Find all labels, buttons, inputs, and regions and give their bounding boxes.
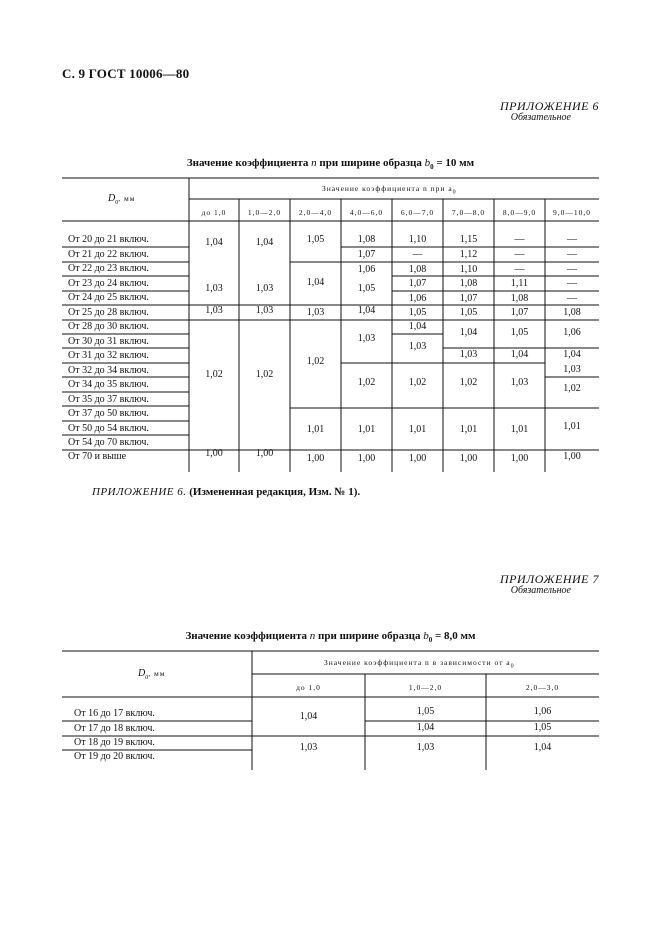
table-1-col-header: 2,0—4,0 [298, 208, 333, 217]
table-1-cell: 1,03 [205, 305, 223, 316]
table-2-col-header: 2,0—3,0 [525, 683, 560, 692]
table-2-col-header: до 1,0 [296, 683, 321, 692]
table-1-cell: 1,01 [306, 424, 325, 435]
table-1-cell: 1,04 [459, 327, 478, 338]
table-1-cell: 1,15 [459, 234, 478, 245]
table-2-cell: 1,04 [533, 742, 552, 753]
table-1-row-label: От 25 до 28 включ. [68, 307, 149, 318]
table-1-cell: 1,02 [459, 377, 478, 388]
table-1-cell: — [567, 278, 577, 289]
table-1-cell: 1,00 [205, 448, 223, 459]
table-1-cell: 1,04 [357, 305, 376, 316]
table-1-cell: 1,08 [510, 293, 529, 304]
table-1-row-label: От 28 до 30 включ. [68, 321, 149, 332]
table-1-cell: 1,03 [563, 364, 581, 375]
table-1-cell: 1,02 [563, 383, 581, 394]
table-1-col-header: до 1,0 [201, 208, 227, 217]
table-1-col-header: 4,0—6,0 [349, 208, 384, 217]
table-1-cell: 1,00 [459, 453, 478, 464]
table-1-row-label: От 50 до 54 включ. [68, 423, 149, 434]
table-1-cell: 1,03 [306, 307, 325, 318]
table-1-cell: 1,06 [408, 293, 427, 304]
table-1-cell: 1,06 [563, 327, 581, 338]
table-1-row-label: От 37 до 50 включ. [68, 408, 149, 419]
table-1-title: Значение коэффициента n при ширине образца $b_0 = 10$ мм [186, 157, 475, 172]
table-1-cell: 1,03 [255, 283, 274, 294]
table-1-cell: 1,00 [563, 451, 581, 462]
table-1-cell: 1,03 [357, 333, 376, 344]
table-1-col-header: 9,0—10,0 [553, 208, 591, 217]
table-1-cell: 1,00 [408, 453, 427, 464]
table-2-cell: 1,04 [416, 722, 435, 733]
table-2-group-header: Значение коэффициента n в зависимости от $a_0$ [324, 658, 515, 670]
table-1-d0-header: $D_0$, мм [108, 193, 136, 206]
table-1-cell: 1,03 [459, 349, 478, 360]
table-2-cell: 1,03 [299, 742, 318, 753]
table-1-cell: 1,04 [306, 277, 325, 288]
table-1-cell: 1,00 [306, 453, 325, 464]
table-1-row-label: От 34 до 35 включ. [68, 379, 149, 390]
table-1-cell: — [567, 293, 577, 304]
table-1-cell: 1,01 [408, 424, 427, 435]
table-1-cell: 1,08 [408, 264, 427, 275]
table-1-cell: 1,07 [408, 278, 427, 289]
table-1-col-header: 7,0—8,0 [451, 208, 486, 217]
table-1-cell: — [567, 249, 577, 260]
table-1-cell: 1,07 [459, 293, 478, 304]
appendix-7-label: ПРИЛОЖЕНИЕ 7 [500, 572, 599, 586]
table-1-row-label: От 32 до 34 включ. [68, 365, 149, 376]
table-1-cell: 1,04 [205, 237, 223, 248]
table-1-cell: — [514, 249, 525, 260]
table-1-row-label: От 20 до 21 включ. [68, 234, 149, 245]
table-2-col-header: 1,0—2,0 [408, 683, 443, 692]
table-1-cell: 1,01 [357, 424, 376, 435]
table-1-col-header: 6,0—7,0 [400, 208, 435, 217]
table-1-cell: 1,02 [255, 369, 274, 380]
table-2-cell: 1,03 [416, 742, 435, 753]
table-1-cell: 1,10 [408, 234, 427, 245]
table-2-cell: 1,06 [533, 706, 552, 717]
table-1-cell: 1,00 [510, 453, 529, 464]
table-1-cell: 1,04 [510, 349, 529, 360]
table-2-row-label: От 16 до 17 включ. [74, 708, 155, 719]
table-1-row-label: От 23 до 24 включ. [68, 278, 149, 289]
table-1-col-header: 1,0—2,0 [247, 208, 282, 217]
appendix-6-status: Обязательное [510, 112, 571, 123]
table-1-cell: 1,05 [306, 234, 325, 245]
table-1-cell: 1,02 [205, 369, 223, 380]
table-1-row-label: От 30 до 31 включ. [68, 336, 149, 347]
table-1-cell: 1,00 [255, 448, 274, 459]
amendment-note: ПРИЛОЖЕНИЕ 6. (Измененная редакция, Изм. № 1). [92, 486, 361, 498]
appendix-6-label: ПРИЛОЖЕНИЕ 6 [500, 99, 599, 113]
table-1-cell: 1,04 [255, 237, 274, 248]
table-1-cell: 1,03 [255, 305, 274, 316]
table-1-cell: 1,03 [510, 377, 529, 388]
table-1-cell: 1,01 [563, 421, 581, 432]
table-1-cell: 1,02 [357, 377, 376, 388]
table-1-cell: 1,03 [408, 341, 427, 352]
table-1-row-label: От 70 и выше [68, 451, 127, 462]
table-1-cell: 1,01 [459, 424, 478, 435]
table-1-cell: 1,05 [510, 327, 529, 338]
table-1-cell: 1,08 [357, 234, 376, 245]
table-1-cell: — [514, 234, 525, 245]
table-1-row-label: От 24 до 25 включ. [68, 292, 149, 303]
table-2-row-label: От 17 до 18 включ. [74, 723, 155, 734]
table-1-row-label: От 21 до 22 включ. [68, 249, 149, 260]
table-1-col-header: 8,0—9,0 [502, 208, 537, 217]
table-1-cell: 1,06 [357, 264, 376, 275]
table-1-cell: 1,03 [205, 283, 223, 294]
appendix-7-status: Обязательное [510, 585, 571, 596]
table-2-title: Значение коэффициента n при ширине образца $b_0 = 8,0$ мм [185, 630, 476, 645]
table-1-cell: — [412, 249, 423, 260]
table-1-cell: — [514, 264, 525, 275]
table-1-cell: 1,08 [459, 278, 478, 289]
table-1-cell: 1,01 [510, 424, 529, 435]
table-2-d0-header: $D_0$, мм [138, 668, 166, 681]
table-1-cell: 1,02 [306, 356, 325, 367]
table-1-cell: 1,04 [408, 321, 427, 332]
table-1-cell: 1,00 [357, 453, 376, 464]
table-1-row-label: От 54 до 70 включ. [68, 437, 149, 448]
table-1-cell: — [567, 234, 577, 245]
table-1-cell: 1,07 [510, 307, 529, 318]
table-2-cell: 1,04 [299, 711, 318, 722]
table-1-cell: 1,05 [408, 307, 427, 318]
table-2-row-label: От 18 до 19 включ. [74, 737, 155, 748]
table-2-row-label: От 19 до 20 включ. [74, 751, 155, 762]
table-1-row-label: От 22 до 23 включ. [68, 263, 149, 274]
table-1-cell: 1,12 [459, 249, 478, 260]
table-1-cell: 1,11 [510, 278, 529, 289]
table-1-cell: 1,02 [408, 377, 427, 388]
table-1-row-label: От 35 до 37 включ. [68, 394, 149, 405]
table-2-cell: 1,05 [533, 722, 552, 733]
page-header: С. 9 ГОСТ 10006—80 [62, 66, 190, 81]
table-1-cell: 1,05 [459, 307, 478, 318]
table-2-cell: 1,05 [416, 706, 435, 717]
table-1-cell: 1,04 [563, 349, 581, 360]
table-1-cell: — [567, 264, 577, 275]
table-1-group-header: Значение коэффициента n при $a_0$ [322, 184, 457, 196]
table-1-cell: 1,08 [563, 307, 581, 318]
table-1-cell: 1,10 [459, 264, 478, 275]
table-1-cell: 1,07 [357, 249, 376, 260]
table-1-cell: 1,05 [357, 283, 376, 294]
table-1-row-label: От 31 до 32 включ. [68, 350, 149, 361]
